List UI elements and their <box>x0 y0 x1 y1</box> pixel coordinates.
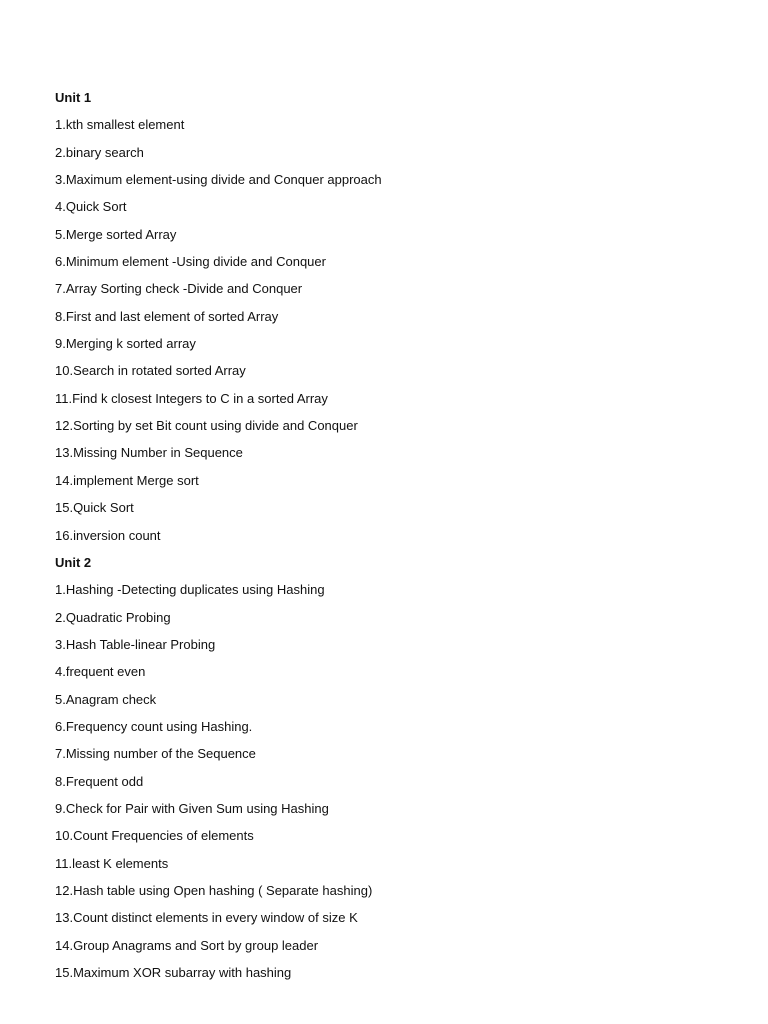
unit-1-item: 11.Find k closest Integers to C in a sorted Array <box>55 390 328 406</box>
unit-1-item: 14.implement Merge sort <box>55 472 199 488</box>
unit-2-item: 3.Hash Table-linear Probing <box>55 636 216 652</box>
unit-1-item: 5.Merge sorted Array <box>55 226 177 242</box>
unit-2-item: 15.Maximum XOR subarray with hashing <box>55 965 292 980</box>
unit-1-item: 1.kth smallest element <box>55 117 185 133</box>
unit-1-item: 10.Search in rotated sorted Array <box>55 363 246 379</box>
unit-2-item: 1.Hashing -Detecting duplicates using Hashing <box>55 582 325 598</box>
unit-1-item: 2.binary search <box>55 144 144 160</box>
unit-2-item: 6.Frequency count using Hashing. <box>55 718 253 734</box>
unit-1-item: 4.Quick Sort <box>55 199 127 215</box>
unit-2-item: 2.Quadratic Probing <box>55 609 171 625</box>
unit-2-item: 7.Missing number of the Sequence <box>55 746 256 762</box>
unit-2-item: 13.Count distinct elements in every window of size K <box>55 910 358 926</box>
unit-1-item: 13.Missing Number in Sequence <box>55 445 243 461</box>
unit-2-item: 5.Anagram check <box>55 691 157 707</box>
unit-2-heading: Unit 2 <box>55 554 92 570</box>
unit-2-item: 14.Group Anagrams and Sort by group leader <box>55 937 319 953</box>
unit-1-item: 3.Maximum element-using divide and Conquer approach <box>55 172 382 188</box>
unit-1-item: 7.Array Sorting check -Divide and Conquer <box>55 281 303 297</box>
unit-2-item: 11.least K elements <box>55 855 169 871</box>
unit-1-heading: Unit 1 <box>55 90 92 105</box>
document-content <box>55 88 735 990</box>
unit-2-item: 4.frequent even <box>55 664 146 680</box>
unit-2-item: 10.Count Frequencies of elements <box>55 828 254 844</box>
unit-1-item: 9.Merging k sorted array <box>55 336 196 352</box>
unit-1-item: 12.Sorting by set Bit count using divide and Conquer <box>55 418 358 434</box>
unit-2-item: 9.Check for Pair with Given Sum using Hashing <box>55 800 329 816</box>
unit-2-item: 12.Hash table using Open hashing ( Separate hashing) <box>55 882 373 898</box>
unit-2-item: 8.Frequent odd <box>55 773 144 789</box>
unit-1-item: 8.First and last element of sorted Array <box>55 308 279 324</box>
unit-1-item: 6.Minimum element -Using divide and Conquer <box>55 254 326 270</box>
unit-1-item: 16.inversion count <box>55 527 161 543</box>
unit-1-item: 15.Quick Sort <box>55 500 134 516</box>
